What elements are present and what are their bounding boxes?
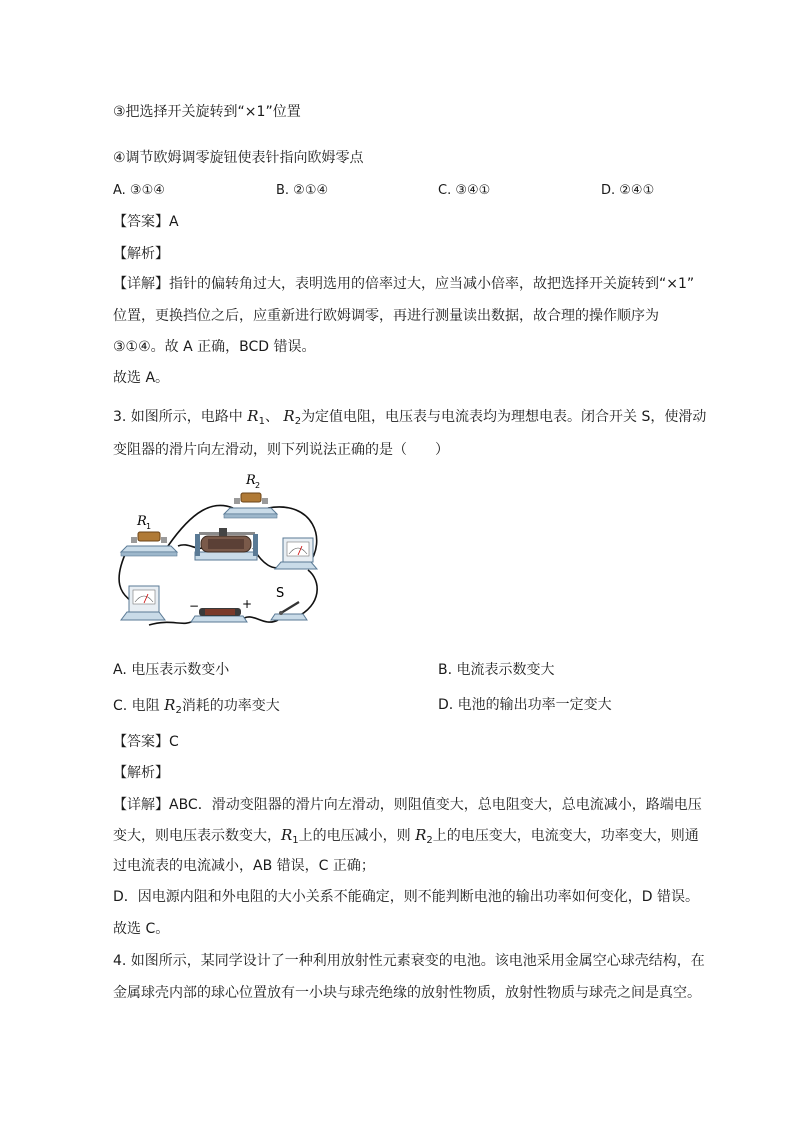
q3-option-b: B. 电流表示数变大 (438, 662, 555, 678)
switch (271, 602, 307, 620)
q2-option-c: C. ③④① (438, 183, 491, 198)
q2-option-d: D. ②④① (601, 183, 655, 198)
q3-stem-line-1: 3. 如图所示，电路中 $R_1$、 $R_2$为定值电阻，电压表与电流表均为理想电表。闭合开关 S，使滑动 (113, 407, 707, 427)
q2-detail-line-1: 【详解】指针的偏转角过大，表明选用的倍率过大，应当减小倍率，故把选择开关旋转到“×1” (113, 276, 695, 292)
q3-stem-line-2: 变阻器的滑片向左滑动，则下列说法正确的是（ ） (113, 442, 449, 458)
q4-stem-line-2: 金属球壳内部的球心位置放有一小块与球壳绝缘的放射性物质，放射性物质与球壳之间是真空。 (113, 985, 701, 1001)
q3-choose: 故选 C。 (113, 921, 170, 937)
q2-analysis-label: 【解析】 (113, 246, 169, 262)
label-r2: R (246, 473, 256, 488)
resistor-r2 (224, 493, 277, 518)
q2-step-3: ③把选择开关旋转到“×1”位置 (113, 104, 301, 120)
label-r1: R (137, 514, 147, 529)
q3-detail-line-2: 变大，则电压表示数变大，$R_1$上的电压减小，则 $R_2$上的电压变大，电流变大，功率变大，则通 (113, 826, 699, 846)
q4-stem-line-1: 4. 如图所示，某同学设计了一种利用放射性元素衰变的电池。该电池采用金属空心球壳结构，在 (113, 953, 705, 969)
label-r1-sub: 1 (146, 522, 152, 531)
battery (191, 608, 247, 622)
battery-plus: + (242, 597, 253, 611)
ammeter (275, 538, 317, 569)
label-r2-sub: 2 (255, 481, 261, 490)
q2-option-a: A. ③①④ (113, 183, 165, 198)
voltmeter (121, 586, 165, 620)
q3-option-c: C. 电阻 $R_2$消耗的功率变大 (113, 696, 280, 716)
q2-choose: 故选 A。 (113, 370, 170, 386)
q3-detail-line-1: 【详解】ABC．滑动变阻器的滑片向左滑动，则阻值变大，总电阻变大，总电流减小，路端电压 (113, 797, 702, 813)
q2-detail-line-2: 位置，更换挡位之后，应重新进行欧姆调零，再进行测量读出数据，故合理的操作顺序为 (113, 308, 659, 324)
q3-option-a: A. 电压表示数变小 (113, 662, 230, 678)
q3-detail-line-4: D．因电源内阻和外电阻的大小关系不能确定，则不能判断电池的输出功率如何变化，D 错误。 (113, 889, 700, 905)
circuit-figure (113, 470, 328, 635)
q3-answer: 【答案】C (113, 734, 179, 750)
q2-option-b: B. ②①④ (276, 183, 329, 198)
q2-step-4: ④调节欧姆调零旋钮使表针指向欧姆零点 (113, 150, 364, 166)
q2-detail-line-3: ③①④。故 A 正确，BCD 错误。 (113, 339, 316, 355)
q2-answer: 【答案】A (113, 214, 179, 230)
rheostat (195, 528, 258, 560)
label-switch: S (276, 586, 285, 601)
q3-option-d: D. 电池的输出功率一定变大 (438, 697, 612, 713)
q3-detail-line-3: 过电流表的电流减小，AB 错误，C 正确； (113, 858, 375, 874)
q3-analysis-label: 【解析】 (113, 765, 169, 781)
battery-minus: − (189, 599, 200, 613)
